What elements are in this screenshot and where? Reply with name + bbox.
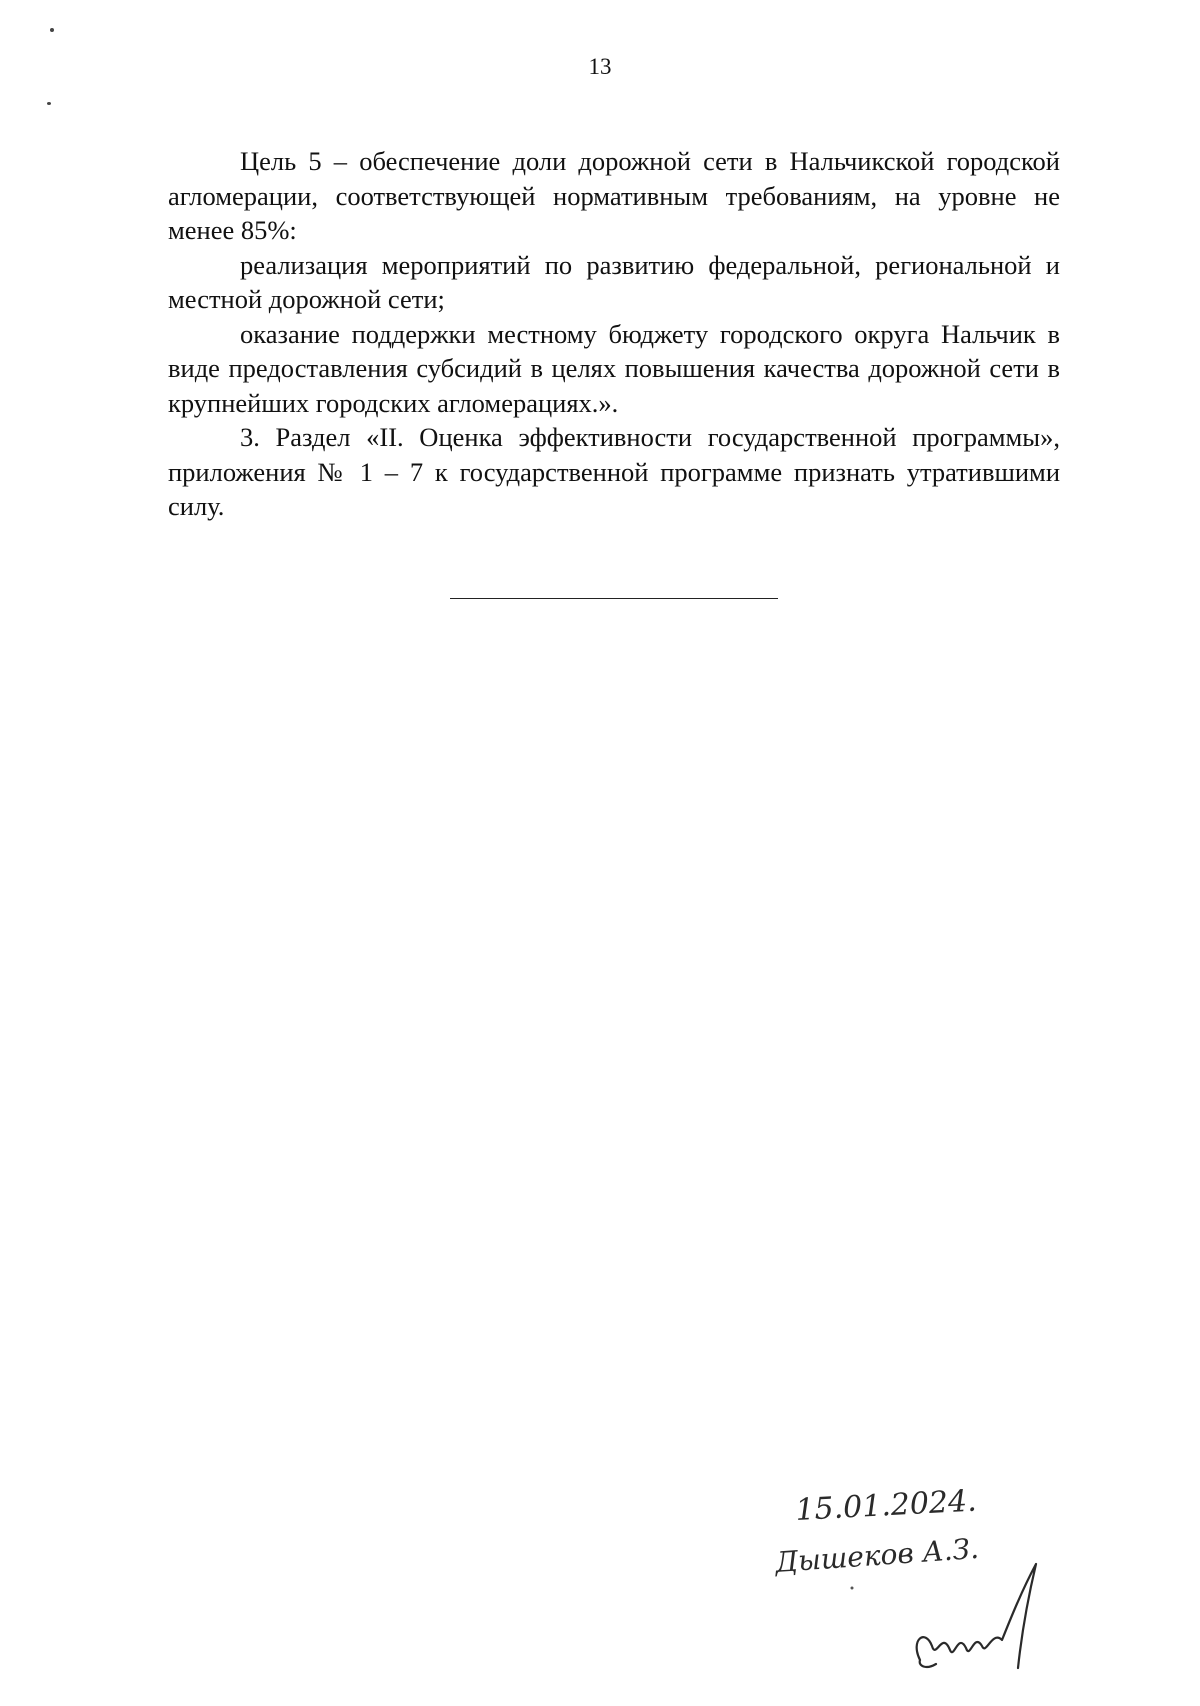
document-body	[168, 144, 1060, 524]
paragraph-section-3: 3. Раздел «II. Оценка эффективности государственной программы», приложения № 1 – 7 к государственной программе признать утратившими силу.	[168, 422, 1060, 521]
paragraph-road-network-measures: реализация мероприятий по развитию федеральной, региональной и местной дорожной сети;	[168, 249, 1060, 314]
closing-divider	[450, 598, 778, 599]
handwritten-signature	[917, 1564, 1036, 1668]
handwritten-name: Дышеков А.З.	[774, 1531, 980, 1579]
scan-speck	[50, 28, 54, 32]
paragraph-goal-5: Цель 5 – обеспечение доли дорожной сети в Нальчикской городской агломерации, соответствующей нормативным требованиям, на уровне не менее 85%:	[168, 146, 1060, 245]
scan-speck	[47, 102, 51, 105]
handwritten-annotation	[760, 1480, 1100, 1680]
handwritten-date: 15.01.2024.	[794, 1483, 978, 1528]
page-number: 13	[588, 54, 612, 79]
paragraph-budget-support: оказание поддержки местному бюджету городского округа Нальчик в виде предоставления субсидий в целях повышения качества дорожной сети в крупнейших городских агломерациях.».	[168, 318, 1060, 418]
